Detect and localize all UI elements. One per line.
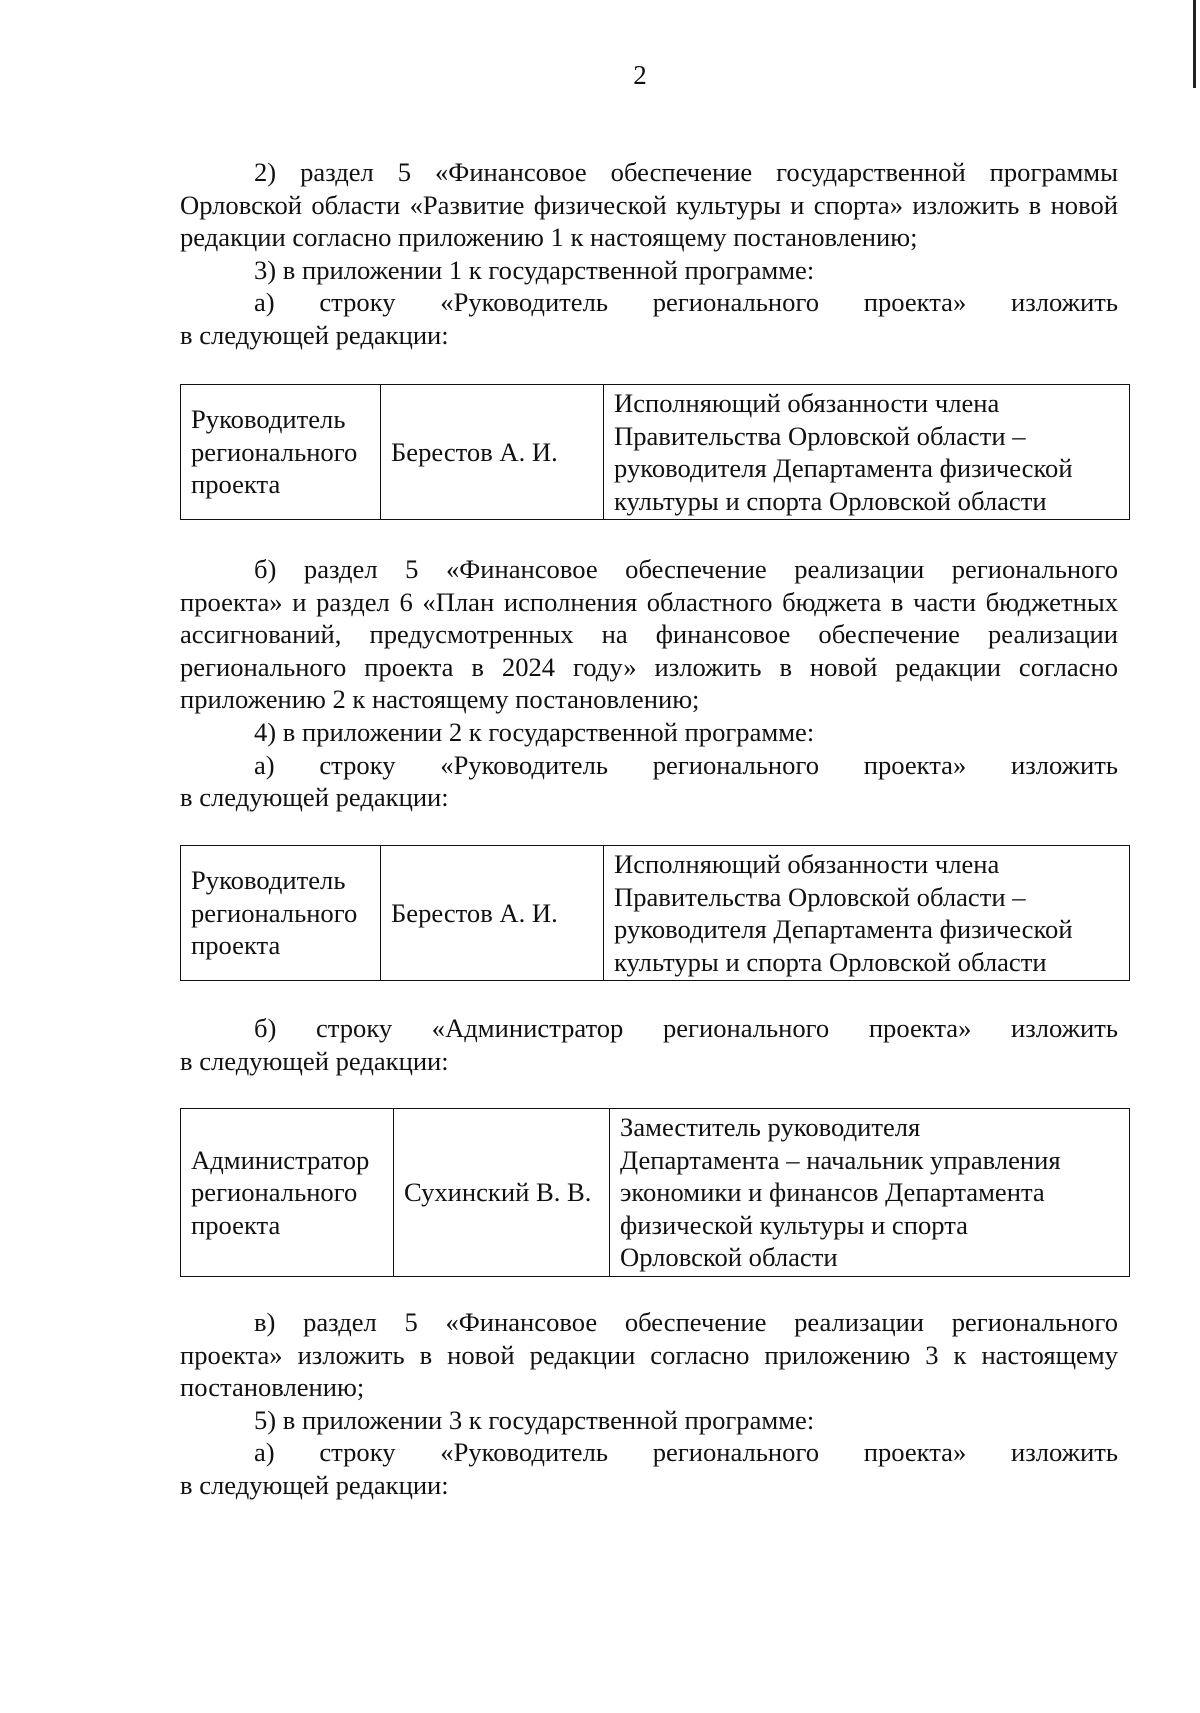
role-line: Орловской области <box>620 1242 838 1273</box>
paragraph-line: 2) раздел 5 «Финансовое обеспечение государственной программы <box>254 157 1118 187</box>
paragraph-line: б) раздел 5 «Финансовое обеспечение реализации регионального <box>254 554 1118 584</box>
role-line: руководителя Департамента физической <box>614 453 1073 484</box>
paragraph-text: 4) в приложении 2 к государственной программе: <box>254 716 815 747</box>
table-cell-label <box>181 1109 394 1277</box>
role-line: Департамента – начальник управления <box>620 1144 1061 1175</box>
table-cell-role <box>604 846 1130 981</box>
paragraph-line: б) строку «Администратор регионального проекта» изложить <box>254 1013 1118 1043</box>
paragraph-group-admin <box>180 1012 1118 1077</box>
role-line: Правительства Орловской области – <box>614 420 1026 451</box>
role-line: Исполняющий обязанности члена <box>614 849 1000 879</box>
label-line: проекта <box>191 930 281 961</box>
table-cell-label <box>181 385 381 520</box>
table-project-admin <box>180 1108 1130 1277</box>
label-line: Руководитель <box>191 865 346 896</box>
label-line: проекта <box>191 469 281 500</box>
table-row <box>181 846 1130 981</box>
paragraph-text: в следующей редакции: <box>180 319 449 350</box>
table-project-head-1 <box>180 384 1130 520</box>
table-project-head-2 <box>180 845 1130 981</box>
table-cell-name: Берестов А. И. <box>381 385 604 520</box>
role-line: Правительства Орловской области – <box>614 881 1026 912</box>
paragraph-text: 3) в приложении 1 к государственной программе: <box>254 254 815 285</box>
paragraph-text: в следующей редакции: <box>180 1045 449 1076</box>
table-cell-role <box>610 1109 1130 1277</box>
paragraph-group-top <box>180 156 1118 352</box>
table-cell-role <box>604 385 1130 520</box>
label-line: проекта <box>191 1209 281 1240</box>
role-line: культуры и спорта Орловской области <box>614 946 1047 977</box>
table-cell-label <box>181 846 381 981</box>
paragraph-line: а) строку «Руководитель регионального проекта» изложить <box>254 287 1118 318</box>
label-line: Администратор <box>191 1144 370 1175</box>
label-line: регионального <box>191 1177 358 1208</box>
paragraph-text: 5) в приложении 3 к государственной программе: <box>254 1404 815 1435</box>
table-cell-name: Берестов А. И. <box>381 846 604 981</box>
paragraph-text: проекта» и раздел 6 «План исполнения областного бюджета в части бюджетных ассигнований, предусмотренных на финансовое обеспечение реализации регионального проекта в 2024 году» изложить в новой редакции согласно приложению 2 к настоящему постановлению; <box>180 586 1118 715</box>
label-line: регионального <box>191 897 358 928</box>
paragraph-group-mid <box>180 553 1118 814</box>
paragraph-text: Орловской области «Развитие физической культуры и спорта» изложить в новой редакции согласно приложению 1 к настоящему постановлению; <box>180 189 1118 253</box>
paragraph-text: проекта» изложить в новой редакции согласно приложению 3 к настоящему постановлению; <box>180 1339 1118 1403</box>
page-number: 2 <box>633 60 647 90</box>
paragraph-text: в следующей редакции: <box>180 1469 449 1500</box>
paragraph-group-bottom <box>180 1306 1118 1502</box>
table-cell-name: Сухинский В. В. <box>394 1109 610 1277</box>
paragraph-line: в) раздел 5 «Финансовое обеспечение реализации регионального <box>254 1307 1118 1337</box>
role-line: Заместитель руководителя <box>620 1112 921 1142</box>
role-line: руководителя Департамента физической <box>614 914 1073 945</box>
paragraph-text: в следующей редакции: <box>180 782 449 813</box>
table-row <box>181 1109 1130 1277</box>
label-line: регионального <box>191 436 358 467</box>
role-line: экономики и финансов Департамента <box>620 1177 1045 1208</box>
label-line: Руководитель <box>191 404 346 435</box>
role-line: Исполняющий обязанности члена <box>614 388 1000 418</box>
role-line: культуры и спорта Орловской области <box>614 485 1047 516</box>
table-row <box>181 385 1130 520</box>
paragraph-line: а) строку «Руководитель регионального проекта» изложить <box>254 1437 1118 1468</box>
role-line: физической культуры и спорта <box>620 1209 968 1240</box>
paragraph-line: а) строку «Руководитель регионального проекта» изложить <box>254 749 1118 780</box>
